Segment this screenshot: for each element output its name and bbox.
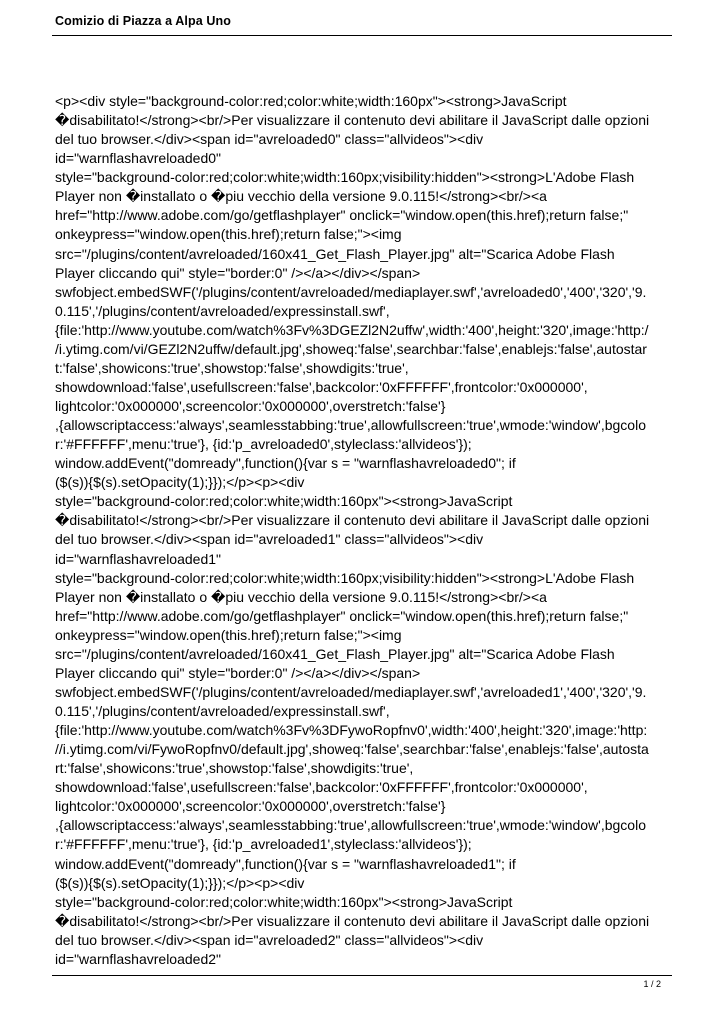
body-text-line: 0.115','/plugins/content/avreloaded/expressinstall.swf', [55, 703, 390, 719]
page-number: 1 / 2 [643, 979, 661, 989]
body-text-line: Player non �installato o �piu vecchio della versione 9.0.115!</strong><br/><a [55, 188, 547, 205]
body-text-line: src="/plugins/content/avreloaded/160x41_Get_Flash_Player.jpg" alt="Scarica Adobe Flash [55, 245, 615, 262]
body-text-line: t:'false',showicons:'true',showstop:'false',showdigits:'true', [55, 359, 409, 376]
body-text-line: href="http://www.adobe.com/go/getflashplayer" onclick="window.open(this.href);return false;" [55, 607, 629, 624]
body-text-line: del tuo browser.</div><span id="avreloaded1" class="allvideos"><div [55, 531, 484, 548]
body-text-line: �disabilitato!</strong><br/>Per visualizzare il contenuto devi abilitare il JavaScript dalle opzioni [55, 512, 650, 529]
body-text-line: ,{allowscriptaccess:'always',seamlesstabbing:'true',allowfullscreen:'true',wmode:'window',bgcolo [55, 417, 646, 434]
body-text-line: del tuo browser.</div><span id="avreloaded0" class="allvideos"><div [55, 131, 484, 148]
body-text-line: id="warnflashavreloaded0" [55, 150, 221, 167]
body-text-line: style="background-color:red;color:white;width:160px"><strong>JavaScript [55, 493, 513, 510]
body-text-line: showdownload:'false',usefullscreen:'false',backcolor:'0xFFFFFF',frontcolor:'0x000000', [55, 779, 588, 796]
body-text-line: {file:'http://www.youtube.com/watch%3Fv%3DFywoRopfnv0',width:'400',height:'320',image:'http: [55, 722, 648, 739]
body-text-line: del tuo browser.</div><span id="avreloaded2" class="allvideos"><div [55, 931, 484, 948]
body-text-line: �disabilitato!</strong><br/>Per visualizzare il contenuto devi abilitare il JavaScript dalle opzioni [55, 112, 650, 129]
footer-divider [52, 975, 672, 976]
header-divider [52, 35, 672, 36]
body-text-line: ($(s)){$(s).setOpacity(1);}});</p><p><div [55, 874, 305, 891]
document-body [55, 92, 675, 969]
body-text-line: ($(s)){$(s).setOpacity(1);}});</p><p><div [55, 474, 305, 491]
body-text-line: id="warnflashavreloaded2" [55, 950, 221, 967]
body-text-line: src="/plugins/content/avreloaded/160x41_Get_Flash_Player.jpg" alt="Scarica Adobe Flash [55, 645, 615, 662]
body-text-line: window.addEvent("domready",function(){var s = "warnflashavreloaded0"; if [55, 455, 516, 472]
body-text-line: 0.115','/plugins/content/avreloaded/expressinstall.swf', [55, 302, 390, 319]
body-text-line: r:'#FFFFFF',menu:'true'}, {id:'p_avreloaded0',styleclass:'allvideos'}); [55, 436, 472, 453]
body-text-line: �disabilitato!</strong><br/>Per visualizzare il contenuto devi abilitare il JavaScript dalle opzioni [55, 912, 650, 929]
body-text-line: id="warnflashavreloaded1" [55, 550, 221, 567]
body-text-line: swfobject.embedSWF('/plugins/content/avreloaded/mediaplayer.swf','avreloaded1','400','320','9. [55, 683, 647, 700]
body-text-line: <p><div style="background-color:red;color:white;width:160px"><strong>JavaScript [55, 93, 567, 109]
body-text-line: swfobject.embedSWF('/plugins/content/avreloaded/mediaplayer.swf','avreloaded0','400','320','9. [55, 283, 647, 300]
body-text-line: onkeypress="window.open(this.href);return false;"><img [55, 626, 402, 643]
body-text-line: ,{allowscriptaccess:'always',seamlesstabbing:'true',allowfullscreen:'true',wmode:'window',bgcolo [55, 817, 646, 834]
body-text-line: showdownload:'false',usefullscreen:'false',backcolor:'0xFFFFFF',frontcolor:'0x000000', [55, 378, 588, 395]
body-text-line: r:'#FFFFFF',menu:'true'}, {id:'p_avreloaded1',styleclass:'allvideos'}); [55, 836, 472, 853]
body-text-line: {file:'http://www.youtube.com/watch%3Fv%3DGEZl2N2uffw',width:'400',height:'320',image:'http:/ [55, 321, 649, 338]
body-text-line: href="http://www.adobe.com/go/getflashplayer" onclick="window.open(this.href);return false;" [55, 207, 629, 224]
body-text-line: onkeypress="window.open(this.href);return false;"><img [55, 226, 402, 243]
body-text-line: rt:'false',showicons:'true',showstop:'false',showdigits:'true', [55, 760, 414, 777]
body-text-line: style="background-color:red;color:white;width:160px"><strong>JavaScript [55, 893, 513, 910]
body-text-line: style="background-color:red;color:white;width:160px;visibility:hidden"><strong>L'Adobe Flash [55, 569, 635, 586]
body-text-line: Player cliccando qui" style="border:0" /></a></div></span> [55, 664, 421, 681]
document-header-title: Comizio di Piazza a Alpa Uno [55, 14, 231, 28]
body-text-line: window.addEvent("domready",function(){var s = "warnflashavreloaded1"; if [55, 855, 516, 872]
body-text-line: lightcolor:'0x000000',screencolor:'0x000000',overstretch:'false'} [55, 398, 446, 414]
body-text-line: lightcolor:'0x000000',screencolor:'0x000000',overstretch:'false'} [55, 798, 446, 815]
body-text-line: /i.ytimg.com/vi/GEZl2N2uffw/default.jpg',showeq:'false',searchbar:'false',enablejs:'false',autostar [55, 340, 647, 357]
body-text-line: //i.ytimg.com/vi/FywoRopfnv0/default.jpg',showeq:'false',searchbar:'false',enablejs:'false',autosta [55, 741, 649, 758]
body-text-line: Player non �installato o �piu vecchio della versione 9.0.115!</strong><br/><a [55, 588, 547, 605]
body-text-line: Player cliccando qui" style="border:0" /></a></div></span> [55, 264, 421, 281]
body-text-line: style="background-color:red;color:white;width:160px;visibility:hidden"><strong>L'Adobe Flash [55, 169, 635, 186]
